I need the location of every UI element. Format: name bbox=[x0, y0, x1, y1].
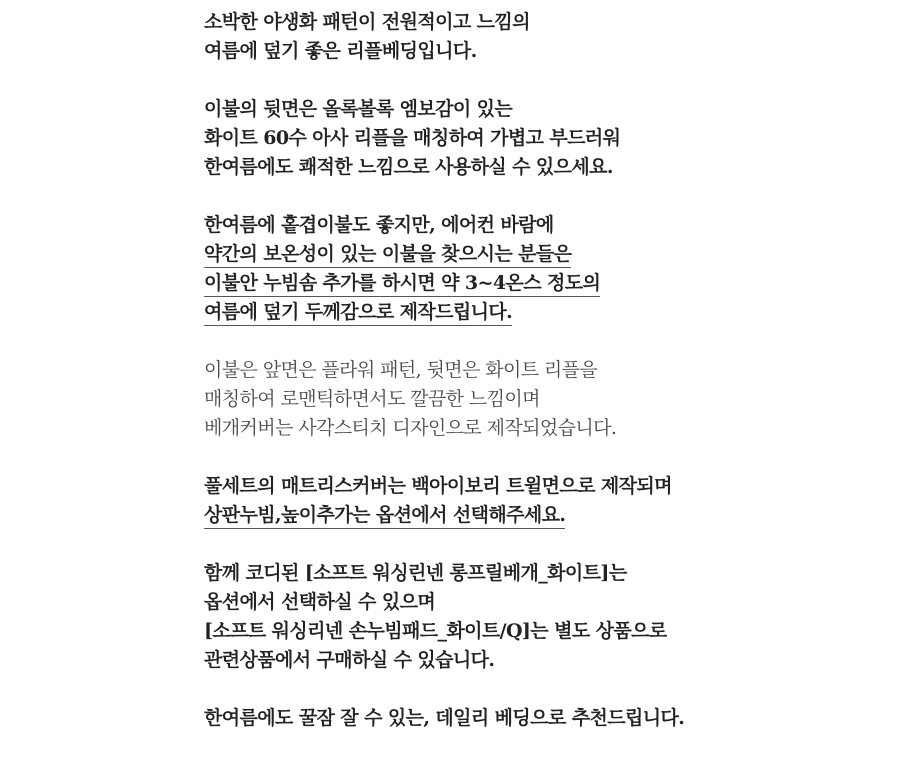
text-line: 관련상품에서 구매하실 수 있습니다. bbox=[204, 649, 495, 671]
paragraph-intro bbox=[204, 8, 884, 66]
text-line-underlined bbox=[204, 269, 884, 298]
paragraph-gap bbox=[204, 66, 884, 95]
paragraph-gap bbox=[204, 182, 884, 211]
text-line: 이불의 뒷면은 올록볼록 엠보감이 있는 bbox=[204, 98, 513, 120]
paragraph-back-side bbox=[204, 95, 884, 182]
text-line-underlined bbox=[204, 501, 884, 530]
text-line: 베개커버는 사각스티치 디자인으로 제작되었습니다. bbox=[204, 417, 617, 439]
paragraph-closing bbox=[204, 704, 884, 733]
product-description bbox=[204, 8, 884, 733]
text-line: 이불은 앞면은 플라워 패턴, 뒷면은 화이트 리플을 bbox=[204, 359, 598, 381]
text-line: 매칭하여 로맨틱하면서도 깔끔한 느낌이며 bbox=[204, 388, 540, 410]
text-line: 풀세트의 매트리스커버는 백아이보리 트윌면으로 제작되며 bbox=[204, 475, 672, 497]
text-line: 한여름에도 쾌적한 느낌으로 사용하실 수 있으세요. bbox=[204, 156, 613, 178]
text-line-underlined bbox=[204, 298, 884, 327]
paragraph-fullset bbox=[204, 472, 884, 530]
paragraph-padding-option bbox=[204, 211, 884, 327]
paragraph-gap bbox=[204, 327, 884, 356]
paragraph-gap bbox=[204, 443, 884, 472]
text-line: 함께 코디된 [소프트 워싱린넨 롱프릴베개_화이트]는 bbox=[204, 562, 627, 584]
text-line: 한여름에도 꿀잠 잘 수 있는, 데일리 베딩으로 추천드립니다. bbox=[204, 707, 685, 729]
text-line: 소박한 야생화 패턴이 전원적이고 느낌의 bbox=[204, 11, 530, 33]
paragraph-design bbox=[204, 356, 884, 443]
text-line: 여름에 덮기 좋은 리플베딩입니다. bbox=[204, 40, 477, 62]
underlined-text: 상판누빔,높이추가는 옵션에서 선택해주세요. bbox=[204, 502, 565, 529]
text-line: 화이트 60수 아사 리플을 매칭하여 가볍고 부드러워 bbox=[204, 127, 621, 149]
paragraph-gap bbox=[204, 530, 884, 559]
paragraph-coordination bbox=[204, 559, 884, 675]
paragraph-gap bbox=[204, 675, 884, 704]
text-line: [소프트 워싱리넨 손누빔패드_화이트/Q]는 별도 상품으로 bbox=[204, 620, 667, 642]
underlined-text: 약간의 보온성이 있는 이불을 찾으시는 분들은 bbox=[204, 241, 571, 268]
underlined-text: 여름에 덮기 두께감으로 제작드립니다. bbox=[204, 299, 512, 326]
text-line: 옵션에서 선택하실 수 있으며 bbox=[204, 591, 436, 613]
text-line: 한여름에 홑겹이불도 좋지만, 에어컨 바람에 bbox=[204, 214, 554, 236]
text-line-underlined bbox=[204, 240, 884, 269]
underlined-text: 이불안 누빔솜 추가를 하시면 약 3~4온스 정도의 bbox=[204, 270, 600, 297]
